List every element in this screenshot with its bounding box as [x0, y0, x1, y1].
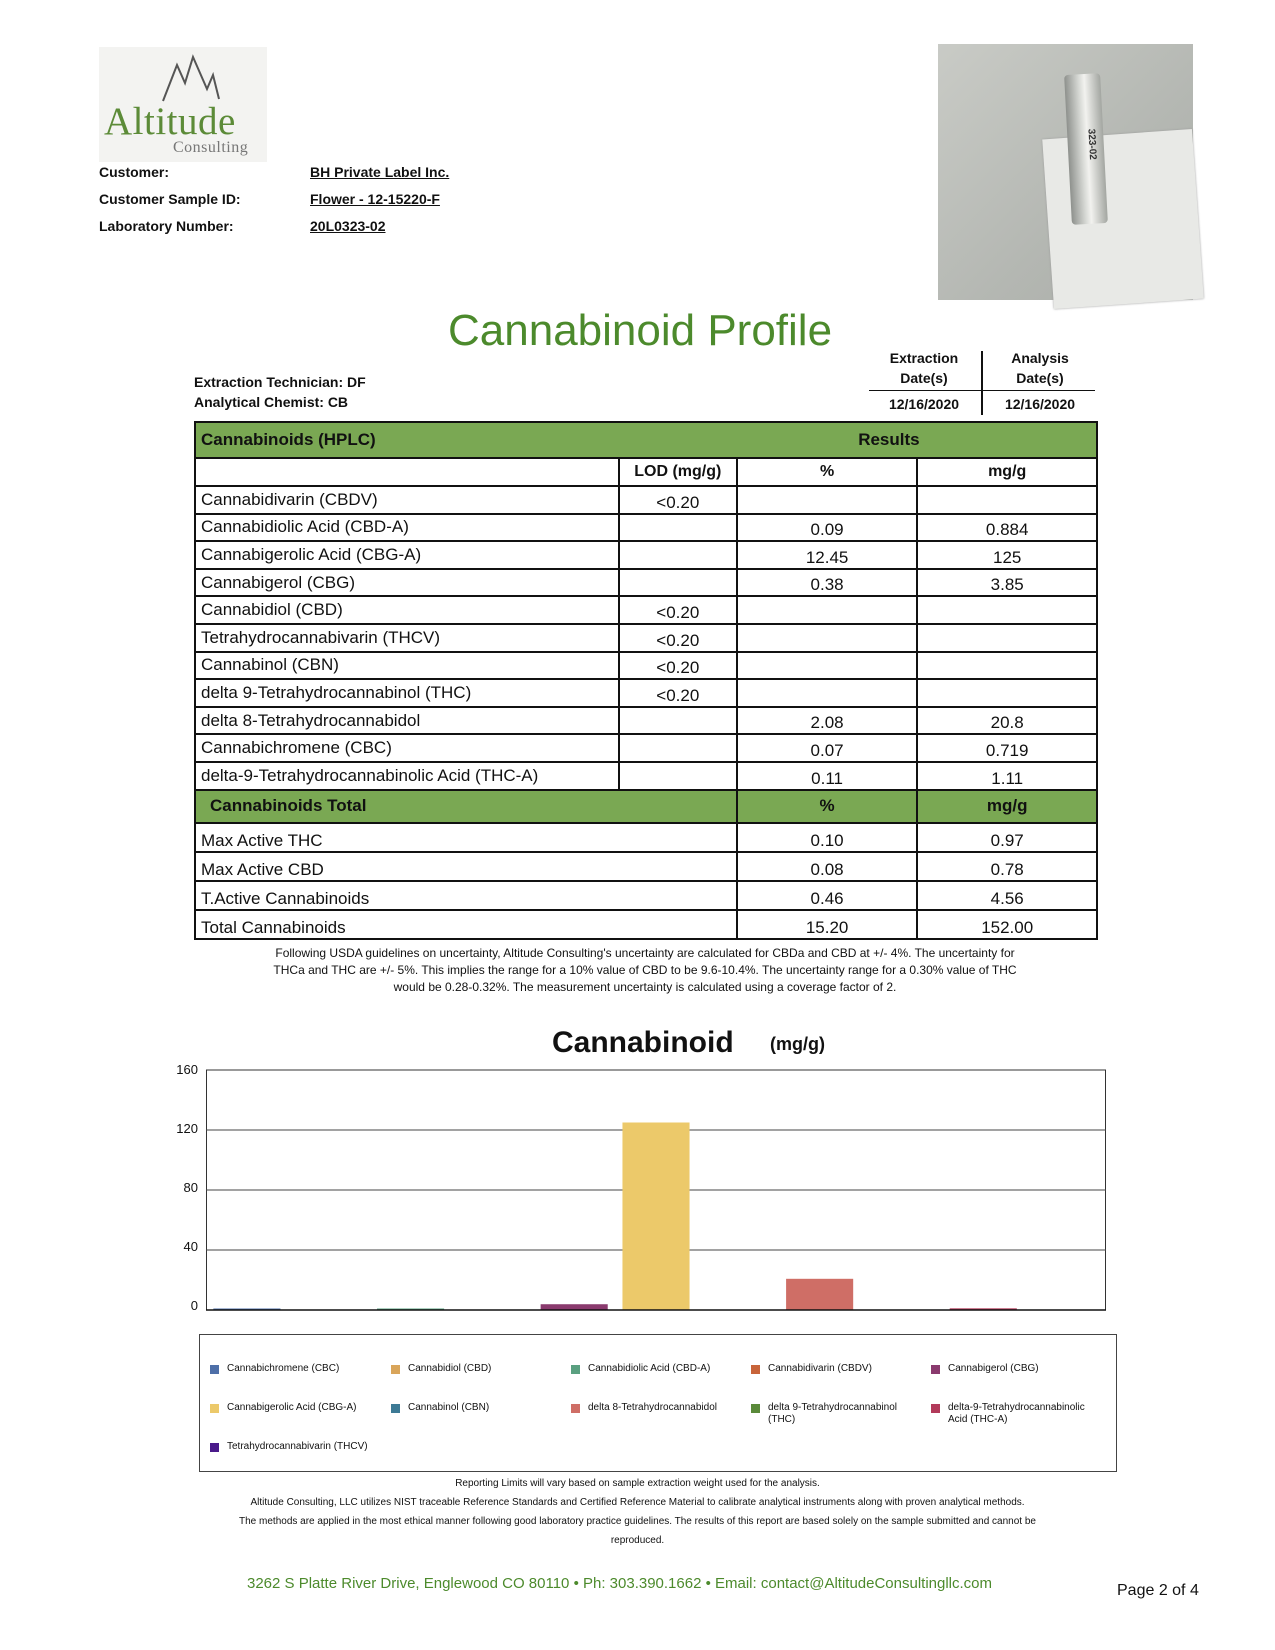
total-percent-value: 0.46: [737, 881, 918, 910]
mgg-value: [917, 624, 1097, 652]
table-row: [195, 569, 1097, 597]
customer-value: BH Private Label Inc.: [310, 164, 450, 180]
mountain-icon: [161, 53, 221, 103]
table-row: [195, 514, 1097, 542]
mgg-value: 20.8: [917, 707, 1097, 735]
total-percent-value: 15.20: [737, 910, 918, 939]
page-title: Cannabinoid Profile: [448, 306, 833, 355]
sample-card: [1042, 129, 1203, 309]
footer-line: The methods are applied in the most ethical manner following good laboratory practice guidelines. The results of this report are based solely on the sample submitted and cannot be: [239, 1516, 1036, 1527]
table-row: [195, 734, 1097, 762]
analysis-date: 12/16/2020: [1004, 396, 1076, 412]
analyte-name: Cannabidiolic Acid (CBD-A): [195, 514, 619, 542]
analyte-name: Tetrahydrocannabivarin (THCV): [195, 624, 619, 652]
footer-line: reproduced.: [610, 1535, 665, 1546]
lod-value: [619, 707, 737, 735]
analyte-name: Cannabigerolic Acid (CBG-A): [195, 541, 619, 569]
totals-row: [195, 910, 1097, 939]
extraction-technician: Extraction Technician: DF: [194, 374, 366, 390]
legend-label: Cannabinol (CBN): [408, 1402, 490, 1413]
legend-swatch: [571, 1365, 580, 1374]
percent-value: 12.45: [737, 541, 918, 569]
totals-title: Cannabinoids Total: [195, 790, 737, 823]
table-row: [195, 541, 1097, 569]
analyte-name: Cannabidivarin (CBDV): [195, 486, 619, 514]
totals-row: [195, 881, 1097, 910]
legend-swatch: [751, 1365, 760, 1374]
legend-swatch: [210, 1404, 219, 1413]
table-header-row: [195, 422, 1097, 458]
total-name: Total Cannabinoids: [195, 910, 737, 939]
total-mgg-value: 0.97: [917, 823, 1097, 852]
percent-column-header: %: [737, 458, 918, 486]
lod-value: [619, 569, 737, 597]
legend-label: Cannabichromene (CBC): [227, 1363, 340, 1374]
sample-photo: [938, 44, 1193, 300]
percent-value: [737, 486, 918, 514]
legend-label: delta 9-Tetrahydrocannabinol (THC): [768, 1402, 897, 1425]
legend-swatch: [210, 1443, 219, 1452]
cannabinoid-table: [194, 421, 1098, 940]
percent-value: 2.08: [737, 707, 918, 735]
analysis-date-header: Analysis Date(s): [1011, 350, 1069, 386]
totals-row: [195, 852, 1097, 881]
column-header-row: [195, 458, 1097, 486]
percent-value: 0.07: [737, 734, 918, 762]
percent-value: [737, 652, 918, 680]
mgg-value: 1.11: [917, 762, 1097, 790]
extraction-date-header: Extraction Date(s): [889, 350, 959, 386]
legend-label: Cannabidiol (CBD): [408, 1363, 492, 1374]
sample-id-label: Customer Sample ID:: [99, 191, 241, 207]
sample-id-value: Flower - 12-15220-F: [310, 191, 440, 207]
legend-label: Cannabidivarin (CBDV): [768, 1363, 872, 1374]
legend-label: Cannabidiolic Acid (CBD-A): [588, 1363, 711, 1374]
total-mgg-value: 0.78: [917, 852, 1097, 881]
totals-mgg-header: mg/g: [917, 790, 1097, 823]
percent-value: 0.09: [737, 514, 918, 542]
analyte-name: Cannabinol (CBN): [195, 652, 619, 680]
percent-value: 0.11: [737, 762, 918, 790]
lod-value: [619, 762, 737, 790]
mgg-value: 125: [917, 541, 1097, 569]
table-row: [195, 652, 1097, 680]
lod-column-header: LOD (mg/g): [619, 458, 737, 486]
totals-header-row: [195, 790, 1097, 823]
lod-value: <0.20: [619, 486, 737, 514]
y-tick-label: 0: [190, 1298, 198, 1313]
table-row: [195, 624, 1097, 652]
empty-header-cell: [195, 458, 619, 486]
customer-label: Customer:: [99, 164, 170, 180]
legend-label: Cannabigerol (CBG): [948, 1363, 1039, 1374]
lod-value: <0.20: [619, 624, 737, 652]
chart-title: Cannabinoid: [552, 1026, 734, 1059]
bar-5: [541, 1304, 608, 1310]
lod-value: [619, 734, 737, 762]
total-mgg-value: 152.00: [917, 910, 1097, 939]
total-percent-value: 0.10: [737, 823, 918, 852]
table-row: [195, 596, 1097, 624]
table-row: [195, 707, 1097, 735]
bar-chart: [206, 1069, 1106, 1311]
percent-value: [737, 596, 918, 624]
totals-percent-header: %: [737, 790, 918, 823]
mgg-value: [917, 486, 1097, 514]
footer-line: Altitude Consulting, LLC utilizes NIST traceable Reference Standards and Certified Reference Material to calibrate analytical instruments along with proven analytical methods.: [250, 1497, 1025, 1508]
lab-number-value: 20L0323-02: [310, 218, 386, 234]
legend-label: Cannabigerolic Acid (CBG-A): [227, 1402, 357, 1413]
percent-value: [737, 624, 918, 652]
legend-label: delta 8-Tetrahydrocannabidol: [588, 1402, 717, 1413]
lab-number-label: Laboratory Number:: [99, 218, 234, 234]
logo-subtitle: Consulting: [173, 139, 249, 156]
mgg-value: [917, 596, 1097, 624]
total-name: T.Active Cannabinoids: [195, 881, 737, 910]
totals-row: [195, 823, 1097, 852]
percent-value: [737, 679, 918, 707]
footer-line: Reporting Limits will vary based on sample extraction weight used for the analysis.: [455, 1478, 820, 1489]
totals-rows: [195, 823, 1097, 939]
mgg-column-header: mg/g: [917, 458, 1097, 486]
y-tick-label: 40: [183, 1239, 198, 1254]
bar-8: [786, 1279, 853, 1310]
analyte-name: delta 9-Tetrahydrocannabinol (THC): [195, 679, 619, 707]
analytical-chemist: Analytical Chemist: CB: [194, 394, 349, 410]
mgg-value: [917, 652, 1097, 680]
y-tick-label: 120: [176, 1121, 198, 1136]
table-row: [195, 679, 1097, 707]
uncertainty-note: Following USDA guidelines on uncertainty, Altitude Consulting's uncertainty are calculated for CBDa and CBD at +/- 4%. The uncertainty for THCa and THC are +/- 5%. This implies the range for a 10% value of CBD to be 9.6-10.4%. The uncertainty range for a 0.30% value of THC would be 0.28-0.32%. The measurement uncertainty is calculated using a coverage factor of 2.: [273, 946, 1017, 994]
percent-value: 0.38: [737, 569, 918, 597]
analyte-name: Cannabigerol (CBG): [195, 569, 619, 597]
results-header: Results: [737, 422, 1097, 458]
legend-swatch: [931, 1404, 940, 1413]
lod-value: <0.20: [619, 679, 737, 707]
legend-swatch: [210, 1365, 219, 1374]
table-row: [195, 762, 1097, 790]
chart-legend: [199, 1334, 1117, 1472]
mgg-value: [917, 679, 1097, 707]
total-mgg-value: 4.56: [917, 881, 1097, 910]
legend-label: delta-9-Tetrahydrocannabinolic Acid (THC-A): [948, 1402, 1085, 1425]
total-name: Max Active CBD: [195, 852, 737, 881]
legend-swatch: [931, 1365, 940, 1374]
lod-value: [619, 541, 737, 569]
mgg-value: 0.719: [917, 734, 1097, 762]
legend-swatch: [391, 1365, 400, 1374]
legend-swatch: [391, 1404, 400, 1413]
analyte-name: delta 8-Tetrahydrocannabidol: [195, 707, 619, 735]
lod-value: <0.20: [619, 596, 737, 624]
company-logo: [99, 47, 267, 162]
chart-unit: (mg/g): [770, 1034, 825, 1054]
contact-info: 3262 S Platte River Drive, Englewood CO 80110 • Ph: 303.390.1662 • Email: contact@AltitudeConsultingllc.com: [247, 1575, 993, 1592]
dates-block: [867, 348, 1097, 416]
analyte-name: delta-9-Tetrahydrocannabinolic Acid (THC-A): [195, 762, 619, 790]
table-row: [195, 486, 1097, 514]
bar-6: [622, 1123, 689, 1311]
legend-label: Tetrahydrocannabivarin (THCV): [227, 1441, 368, 1452]
lod-value: [619, 514, 737, 542]
table-title: Cannabinoids (HPLC): [195, 422, 737, 458]
y-tick-label: 160: [176, 1062, 198, 1077]
legend-swatch: [751, 1404, 760, 1413]
extraction-date: 12/16/2020: [888, 396, 960, 412]
vial-label: 323-02: [1085, 128, 1099, 161]
lod-value: <0.20: [619, 652, 737, 680]
page-number: Page 2 of 4: [1117, 1582, 1199, 1599]
mgg-value: 3.85: [917, 569, 1097, 597]
total-percent-value: 0.08: [737, 852, 918, 881]
logo-wordmark: Altitude: [104, 100, 236, 143]
analyte-name: Cannabidiol (CBD): [195, 596, 619, 624]
legend-swatch: [571, 1404, 580, 1413]
y-tick-label: 80: [183, 1180, 198, 1195]
total-name: Max Active THC: [195, 823, 737, 852]
analyte-rows: [195, 486, 1097, 790]
mgg-value: 0.884: [917, 514, 1097, 542]
analyte-name: Cannabichromene (CBC): [195, 734, 619, 762]
